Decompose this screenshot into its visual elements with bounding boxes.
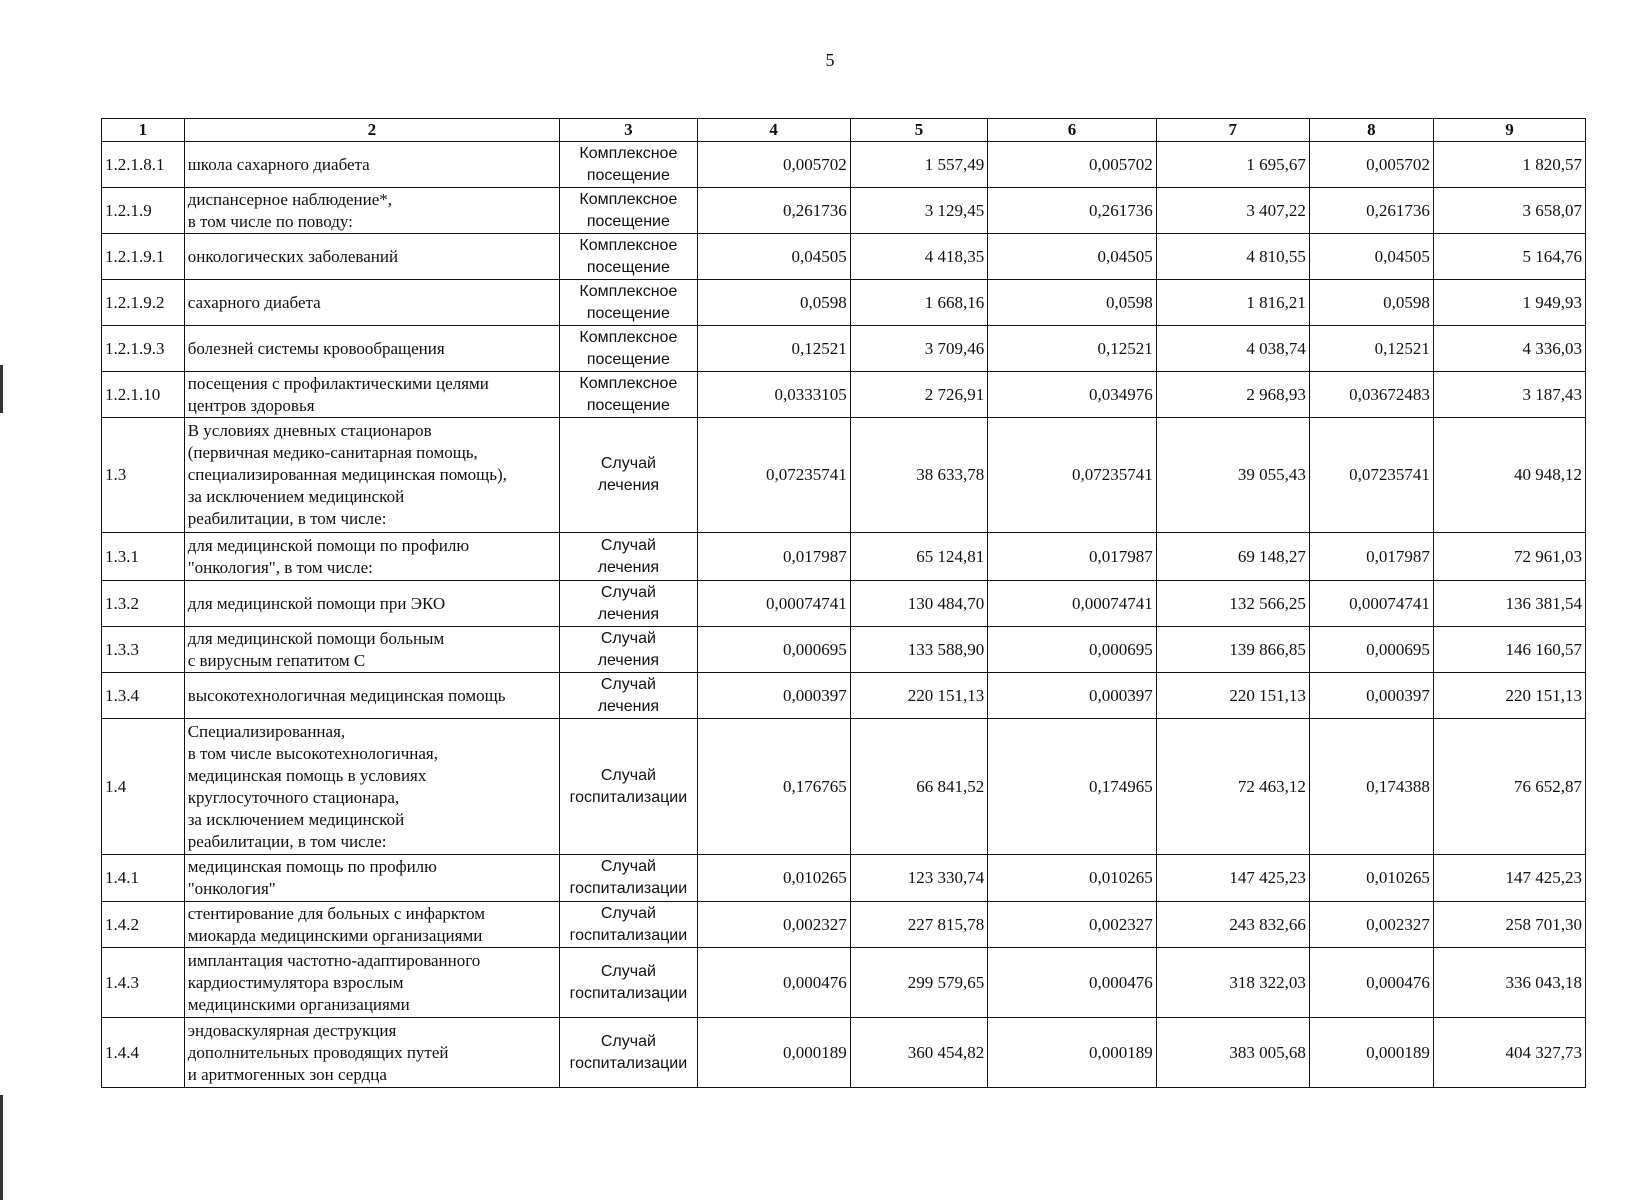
unit-of-measure: Случай лечения: [560, 581, 698, 627]
cost-norm-year-3: 258 701,30: [1433, 902, 1585, 948]
cost-norm-year-1: 360 454,82: [850, 1018, 988, 1088]
cost-norm-year-1: 1 668,16: [850, 280, 988, 326]
unit-of-measure: Случай госпитализации: [560, 902, 698, 948]
cost-norm-year-1: 123 330,74: [850, 855, 988, 902]
cost-norm-year-3: 5 164,76: [1433, 234, 1585, 280]
table-body: [102, 142, 1586, 1088]
row-description: имплантация частотно-адаптированного кардиостимулятора взрослым медицинскими организациями: [184, 948, 559, 1018]
volume-norm-year-3: 0,03672483: [1309, 372, 1433, 418]
cost-norm-year-1: 2 726,91: [850, 372, 988, 418]
row-description: эндоваскулярная деструкция дополнительных проводящих путей и аритмогенных зон сердца: [184, 1018, 559, 1088]
cost-norm-year-2: 4 810,55: [1156, 234, 1309, 280]
table-row: [102, 855, 1586, 902]
row-description: для медицинской помощи больным с вирусным гепатитом С: [184, 627, 559, 673]
volume-norm-year-3: 0,005702: [1309, 142, 1433, 188]
volume-norm-year-1: 0,04505: [697, 234, 850, 280]
cost-norm-year-2: 318 322,03: [1156, 948, 1309, 1018]
cost-norm-year-3: 147 425,23: [1433, 855, 1585, 902]
table-row: [102, 948, 1586, 1018]
column-number-5: 5: [850, 119, 988, 142]
unit-of-measure: Комплексное посещение: [560, 326, 698, 372]
row-code: 1.3.1: [102, 533, 185, 581]
row-description: высокотехнологичная медицинская помощь: [184, 673, 559, 719]
cost-norm-year-3: 3 187,43: [1433, 372, 1585, 418]
volume-norm-year-1: 0,002327: [697, 902, 850, 948]
volume-norm-year-2: 0,002327: [988, 902, 1157, 948]
volume-norm-year-1: 0,005702: [697, 142, 850, 188]
row-code: 1.4.4: [102, 1018, 185, 1088]
cost-norm-year-1: 3 709,46: [850, 326, 988, 372]
volume-norm-year-1: 0,017987: [697, 533, 850, 581]
cost-norm-year-1: 1 557,49: [850, 142, 988, 188]
volume-norm-year-1: 0,261736: [697, 188, 850, 234]
cost-norm-year-2: 243 832,66: [1156, 902, 1309, 948]
cost-norm-year-2: 3 407,22: [1156, 188, 1309, 234]
volume-norm-year-2: 0,017987: [988, 533, 1157, 581]
table-row: [102, 326, 1586, 372]
page-number: 5: [825, 50, 835, 70]
unit-of-measure: Случай госпитализации: [560, 719, 698, 855]
row-description: школа сахарного диабета: [184, 142, 559, 188]
unit-of-measure: Комплексное посещение: [560, 280, 698, 326]
cost-norm-year-1: 3 129,45: [850, 188, 988, 234]
volume-norm-year-3: 0,00074741: [1309, 581, 1433, 627]
volume-norm-year-2: 0,12521: [988, 326, 1157, 372]
row-code: 1.4.1: [102, 855, 185, 902]
volume-norm-year-1: 0,07235741: [697, 418, 850, 533]
table-row: [102, 1018, 1586, 1088]
cost-norm-year-3: 76 652,87: [1433, 719, 1585, 855]
row-description: для медицинской помощи по профилю "онкология", в том числе:: [184, 533, 559, 581]
row-code: 1.4: [102, 719, 185, 855]
row-code: 1.4.2: [102, 902, 185, 948]
row-description: Специализированная, в том числе высокотехнологичная, медицинская помощь в условиях круглосуточного стационара, за исключением медицинской реабилитации, в том числе:: [184, 719, 559, 855]
volume-norm-year-2: 0,000397: [988, 673, 1157, 719]
table-row: [102, 280, 1586, 326]
row-code: 1.3.4: [102, 673, 185, 719]
cost-norm-year-1: 130 484,70: [850, 581, 988, 627]
volume-norm-year-2: 0,000476: [988, 948, 1157, 1018]
table-row: [102, 581, 1586, 627]
row-description: посещения с профилактическими целями центров здоровья: [184, 372, 559, 418]
unit-of-measure: Случай госпитализации: [560, 855, 698, 902]
row-code: 1.2.1.8.1: [102, 142, 185, 188]
volume-norm-year-3: 0,174388: [1309, 719, 1433, 855]
cost-norm-year-2: 139 866,85: [1156, 627, 1309, 673]
column-number-2: 2: [184, 119, 559, 142]
cost-norm-year-3: 4 336,03: [1433, 326, 1585, 372]
cost-norm-year-1: 65 124,81: [850, 533, 988, 581]
cost-norm-year-3: 1 949,93: [1433, 280, 1585, 326]
volume-norm-year-3: 0,07235741: [1309, 418, 1433, 533]
cost-norm-year-2: 383 005,68: [1156, 1018, 1309, 1088]
volume-norm-year-2: 0,07235741: [988, 418, 1157, 533]
unit-of-measure: Комплексное посещение: [560, 234, 698, 280]
column-number-7: 7: [1156, 119, 1309, 142]
unit-of-measure: Комплексное посещение: [560, 188, 698, 234]
table-row: [102, 719, 1586, 855]
row-code: 1.3.2: [102, 581, 185, 627]
cost-norm-year-3: 72 961,03: [1433, 533, 1585, 581]
volume-norm-year-3: 0,000189: [1309, 1018, 1433, 1088]
scan-edge-mark-top: [0, 365, 3, 413]
volume-norm-year-3: 0,04505: [1309, 234, 1433, 280]
unit-of-measure: Случай лечения: [560, 627, 698, 673]
cost-norm-year-2: 69 148,27: [1156, 533, 1309, 581]
volume-norm-year-2: 0,034976: [988, 372, 1157, 418]
volume-norm-year-3: 0,261736: [1309, 188, 1433, 234]
volume-norm-year-3: 0,000476: [1309, 948, 1433, 1018]
cost-norm-year-2: 4 038,74: [1156, 326, 1309, 372]
cost-norm-year-2: 72 463,12: [1156, 719, 1309, 855]
column-number-4: 4: [697, 119, 850, 142]
table-row: [102, 142, 1586, 188]
volume-norm-year-3: 0,12521: [1309, 326, 1433, 372]
volume-norm-year-2: 0,000695: [988, 627, 1157, 673]
volume-norm-year-1: 0,000695: [697, 627, 850, 673]
volume-norm-year-2: 0,00074741: [988, 581, 1157, 627]
row-description: онкологических заболеваний: [184, 234, 559, 280]
volume-norm-year-2: 0,04505: [988, 234, 1157, 280]
row-code: 1.2.1.9.2: [102, 280, 185, 326]
volume-norm-year-3: 0,010265: [1309, 855, 1433, 902]
volume-norm-year-2: 0,0598: [988, 280, 1157, 326]
row-description: медицинская помощь по профилю "онкология": [184, 855, 559, 902]
cost-norm-year-2: 147 425,23: [1156, 855, 1309, 902]
cost-norm-year-3: 220 151,13: [1433, 673, 1585, 719]
cost-norm-year-2: 39 055,43: [1156, 418, 1309, 533]
unit-of-measure: Случай лечения: [560, 418, 698, 533]
cost-norm-year-3: 146 160,57: [1433, 627, 1585, 673]
column-number-6: 6: [988, 119, 1157, 142]
tariff-table: [101, 118, 1586, 1088]
unit-of-measure: Случай госпитализации: [560, 1018, 698, 1088]
volume-norm-year-2: 0,005702: [988, 142, 1157, 188]
volume-norm-year-3: 0,000397: [1309, 673, 1433, 719]
unit-of-measure: Комплексное посещение: [560, 142, 698, 188]
cost-norm-year-2: 1 816,21: [1156, 280, 1309, 326]
table-row: [102, 188, 1586, 234]
volume-norm-year-3: 0,017987: [1309, 533, 1433, 581]
unit-of-measure: Случай лечения: [560, 673, 698, 719]
volume-norm-year-1: 0,000397: [697, 673, 850, 719]
row-description: стентирование для больных с инфарктом миокарда медицинскими организациями: [184, 902, 559, 948]
volume-norm-year-3: 0,0598: [1309, 280, 1433, 326]
cost-norm-year-1: 66 841,52: [850, 719, 988, 855]
volume-norm-year-1: 0,000476: [697, 948, 850, 1018]
table-row: [102, 418, 1586, 533]
volume-norm-year-2: 0,000189: [988, 1018, 1157, 1088]
volume-norm-year-1: 0,176765: [697, 719, 850, 855]
cost-norm-year-2: 132 566,25: [1156, 581, 1309, 627]
cost-norm-year-1: 4 418,35: [850, 234, 988, 280]
volume-norm-year-1: 0,0333105: [697, 372, 850, 418]
row-description: болезней системы кровообращения: [184, 326, 559, 372]
column-number-8: 8: [1309, 119, 1433, 142]
volume-norm-year-1: 0,12521: [697, 326, 850, 372]
volume-norm-year-2: 0,261736: [988, 188, 1157, 234]
column-number-3: 3: [560, 119, 698, 142]
volume-norm-year-3: 0,002327: [1309, 902, 1433, 948]
scan-edge-mark-bottom: [0, 1095, 3, 1200]
volume-norm-year-1: 0,010265: [697, 855, 850, 902]
volume-norm-year-2: 0,010265: [988, 855, 1157, 902]
table-row: [102, 673, 1586, 719]
column-number-row: [102, 119, 1586, 142]
row-description: диспансерное наблюдение*, в том числе по поводу:: [184, 188, 559, 234]
unit-of-measure: Случай лечения: [560, 533, 698, 581]
row-code: 1.2.1.10: [102, 372, 185, 418]
row-description: В условиях дневных стационаров (первичная медико-санитарная помощь, специализированная медицинская помощь), за исключением медицинской реабилитации, в том числе:: [184, 418, 559, 533]
row-code: 1.3: [102, 418, 185, 533]
cost-norm-year-3: 136 381,54: [1433, 581, 1585, 627]
volume-norm-year-1: 0,0598: [697, 280, 850, 326]
row-code: 1.4.3: [102, 948, 185, 1018]
row-code: 1.2.1.9: [102, 188, 185, 234]
row-description: для медицинской помощи при ЭКО: [184, 581, 559, 627]
cost-norm-year-3: 3 658,07: [1433, 188, 1585, 234]
table-row: [102, 533, 1586, 581]
volume-norm-year-2: 0,174965: [988, 719, 1157, 855]
table-row: [102, 902, 1586, 948]
cost-norm-year-3: 40 948,12: [1433, 418, 1585, 533]
table-row: [102, 234, 1586, 280]
row-description: сахарного диабета: [184, 280, 559, 326]
cost-norm-year-1: 220 151,13: [850, 673, 988, 719]
unit-of-measure: Комплексное посещение: [560, 372, 698, 418]
table-row: [102, 372, 1586, 418]
cost-norm-year-2: 2 968,93: [1156, 372, 1309, 418]
cost-norm-year-1: 38 633,78: [850, 418, 988, 533]
row-code: 1.2.1.9.3: [102, 326, 185, 372]
cost-norm-year-3: 336 043,18: [1433, 948, 1585, 1018]
table-row: [102, 627, 1586, 673]
column-number-9: 9: [1433, 119, 1585, 142]
cost-norm-year-2: 1 695,67: [1156, 142, 1309, 188]
volume-norm-year-1: 0,00074741: [697, 581, 850, 627]
column-number-1: 1: [102, 119, 185, 142]
row-code: 1.2.1.9.1: [102, 234, 185, 280]
cost-norm-year-1: 133 588,90: [850, 627, 988, 673]
cost-norm-year-1: 299 579,65: [850, 948, 988, 1018]
cost-norm-year-1: 227 815,78: [850, 902, 988, 948]
unit-of-measure: Случай госпитализации: [560, 948, 698, 1018]
volume-norm-year-3: 0,000695: [1309, 627, 1433, 673]
volume-norm-year-1: 0,000189: [697, 1018, 850, 1088]
cost-norm-year-3: 404 327,73: [1433, 1018, 1585, 1088]
cost-norm-year-3: 1 820,57: [1433, 142, 1585, 188]
cost-norm-year-2: 220 151,13: [1156, 673, 1309, 719]
row-code: 1.3.3: [102, 627, 185, 673]
